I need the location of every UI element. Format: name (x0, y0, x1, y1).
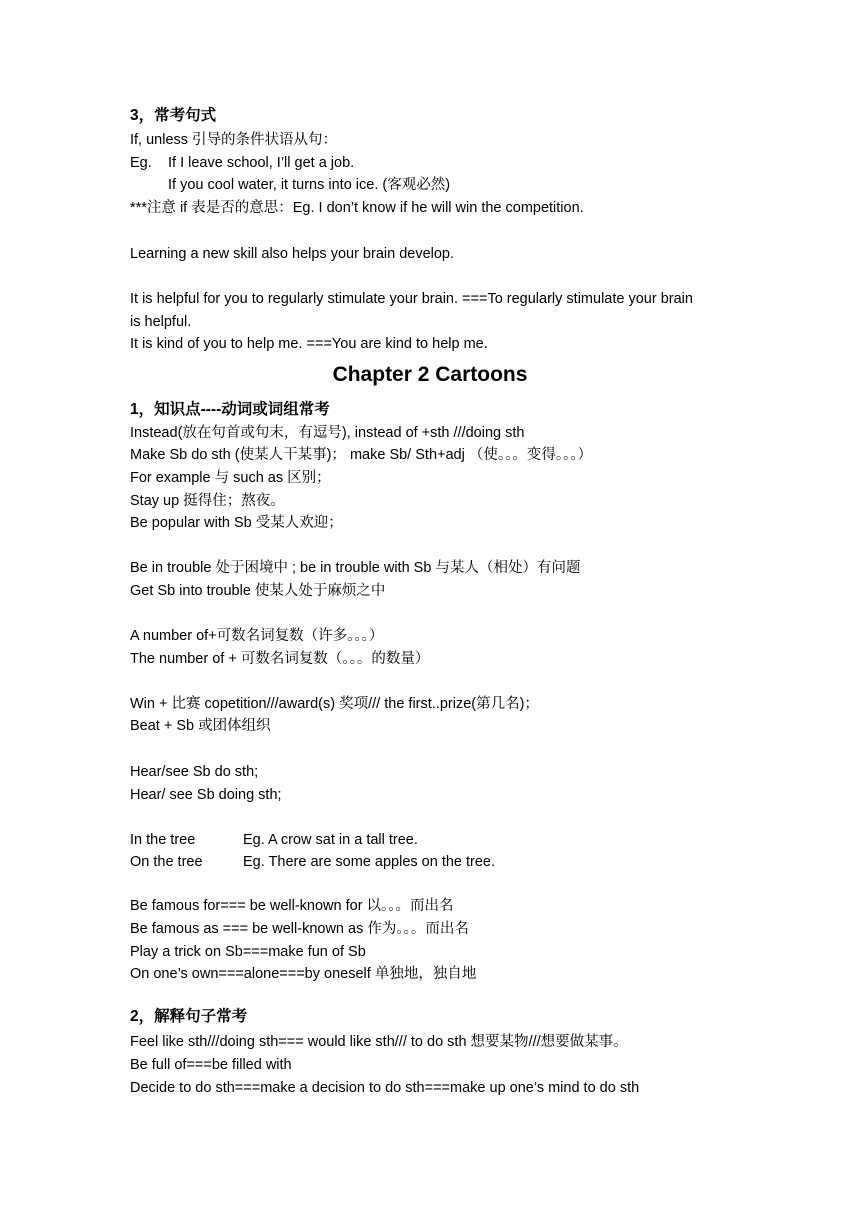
text-line: If, unless 引导的条件状语从句： (130, 132, 338, 148)
text-line: Hear/see Sb do sth; (130, 764, 259, 780)
text-line: Win + 比赛 copetition///award(s) 奖项/// the first..prize(第几名)； (130, 696, 539, 712)
section-heading-2: 2，解释句子常考 (130, 1008, 248, 1025)
text-line: It is kind of you to help me. ===You are kind to help me. (130, 336, 488, 352)
example-line: If I leave school, I’ll get a job. (168, 155, 355, 171)
text-line: Hear/ see Sb doing sth; (130, 787, 282, 803)
text-line: Instead(放在句首或句末，有逗号), instead of +sth ///doing sth (130, 425, 525, 441)
text-line: Be famous for=== be well-known for 以。。。而出名 (130, 898, 454, 914)
note-line: ***注意 if 表是否的意思：Eg. I don’t know if he will win the competition. (130, 200, 584, 216)
text-line: Feel like sth///doing sth=== would like sth/// to do sth 想要某物///想要做某事。 (130, 1034, 628, 1050)
text-line: Stay up 挺得住；熬夜。 (130, 493, 285, 509)
text-line: Be famous as === be well-known as 作为。。。而出名 (130, 921, 469, 937)
text-line: Be full of===be filled with (130, 1057, 292, 1073)
text-line: A number of+可数名词复数（许多。。。） (130, 628, 384, 644)
text-line: On one’s own===alone===by oneself 单独地，独自地 (130, 966, 477, 982)
text-line: For example 与 such as 区别； (130, 470, 331, 486)
chapter-title: Chapter 2 Cartoons (332, 363, 528, 386)
text-line: On the tree (130, 854, 203, 870)
text-line: Play a trick on Sb===make fun of Sb (130, 944, 366, 960)
section-heading-3: 3，常考句式 (130, 107, 217, 124)
text-line: It is helpful for you to regularly stimulate your brain. ===To regularly stimulate your brain (130, 291, 693, 307)
example-line: Eg. A crow sat in a tall tree. (243, 832, 418, 848)
text-line: Make Sb do sth (使某人干某事)； make Sb/ Sth+adj （使。。。变得。。。） (130, 447, 593, 463)
text-line: Decide to do sth===make a decision to do sth===make up one’s mind to do sth (130, 1080, 640, 1096)
text-line: is helpful. (130, 314, 192, 330)
text-line: Be popular with Sb 受某人欢迎； (130, 515, 343, 531)
example-line: If you cool water, it turns into ice. (客观必然) (168, 177, 451, 193)
eg-label: Eg. (130, 155, 152, 171)
example-line: Eg. There are some apples on the tree. (243, 854, 496, 870)
text-line: The number of + 可数名词复数（。。。的数量） (130, 651, 430, 667)
text-line: Be in trouble 处于困境中 ; be in trouble with Sb 与某人（相处）有问题 (130, 560, 581, 576)
text-line: Learning a new skill also helps your brain develop. (130, 246, 455, 262)
text-line: In the tree (130, 832, 196, 848)
section-heading-1: 1，知识点----动词或词组常考 (130, 401, 330, 418)
text-line: Beat + Sb 或团体组织 (130, 718, 271, 734)
text-line: Get Sb into trouble 使某人处于麻烦之中 (130, 583, 386, 599)
